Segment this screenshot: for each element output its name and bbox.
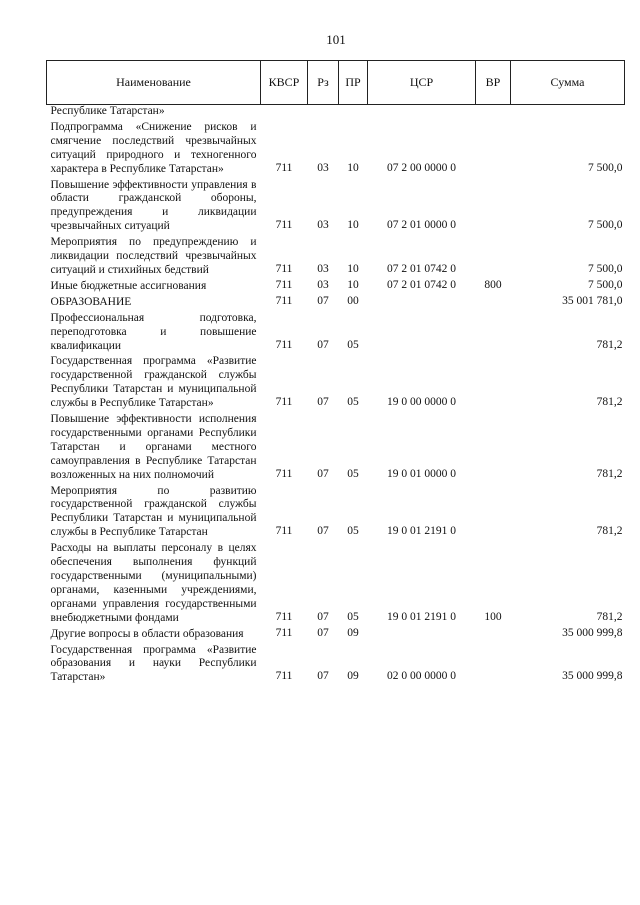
row-vr bbox=[476, 119, 511, 177]
column-header-name: Наименование bbox=[47, 61, 261, 105]
row-vr bbox=[476, 177, 511, 235]
row-vr bbox=[476, 105, 511, 119]
row-name: Другие вопросы в области образования bbox=[50, 627, 244, 640]
row-name: ОБРАЗОВАНИЕ bbox=[50, 295, 132, 308]
row-rz: 07 bbox=[317, 626, 329, 639]
row-rz: 07 bbox=[317, 525, 329, 538]
row-csr bbox=[368, 294, 476, 310]
row-csr: 19 0 00 0000 0 bbox=[387, 396, 456, 409]
table-row bbox=[47, 626, 625, 642]
table-row bbox=[47, 294, 625, 310]
row-kvsr: 711 bbox=[275, 294, 293, 307]
row-kvsr: 711 bbox=[275, 467, 293, 480]
row-rz: 07 bbox=[317, 467, 329, 480]
row-vr bbox=[476, 310, 511, 354]
row-rz: 07 bbox=[317, 396, 329, 409]
row-rz bbox=[308, 105, 339, 119]
row-kvsr: 711 bbox=[275, 670, 293, 683]
row-kvsr bbox=[261, 105, 308, 119]
row-sum: 35 000 999,8 bbox=[562, 670, 623, 683]
row-name: Государственная программа «Развитие государственной гражданской службы Республики Татарстан и муниципальной службы в Республике Татарстан» bbox=[50, 355, 257, 410]
row-csr: 19 0 01 2191 0 bbox=[387, 525, 456, 538]
budget-table bbox=[46, 60, 625, 685]
table-row bbox=[47, 119, 625, 177]
table-header bbox=[47, 61, 625, 105]
column-header-pr: ПР bbox=[339, 61, 368, 105]
column-header-sum: Сумма bbox=[511, 61, 625, 105]
row-rz: 03 bbox=[317, 262, 329, 275]
row-kvsr: 711 bbox=[275, 626, 293, 639]
row-pr: 05 bbox=[347, 467, 359, 480]
row-vr bbox=[476, 234, 511, 278]
row-name: Иные бюджетные ассигнования bbox=[50, 279, 207, 292]
row-rz: 03 bbox=[317, 278, 329, 291]
row-kvsr: 711 bbox=[275, 610, 293, 623]
row-pr: 10 bbox=[347, 278, 359, 291]
row-csr: 07 2 01 0000 0 bbox=[387, 219, 456, 232]
row-pr: 10 bbox=[347, 219, 359, 232]
row-pr: 05 bbox=[347, 338, 359, 351]
row-sum: 35 001 781,0 bbox=[562, 294, 623, 307]
row-vr bbox=[476, 483, 511, 541]
row-rz: 07 bbox=[317, 338, 329, 351]
row-name: Мероприятия по развитию государственной гражданской службы Республики Татарстан и муниципальной службы в Республике Татарстан bbox=[50, 484, 257, 539]
row-vr bbox=[476, 294, 511, 310]
table-row bbox=[47, 105, 625, 119]
row-sum: 781,2 bbox=[596, 610, 623, 623]
row-kvsr: 711 bbox=[275, 161, 293, 174]
row-sum: 7 500,0 bbox=[588, 161, 623, 174]
row-sum: 781,2 bbox=[596, 338, 623, 351]
row-rz: 07 bbox=[317, 610, 329, 623]
row-kvsr: 711 bbox=[275, 525, 293, 538]
row-vr bbox=[476, 411, 511, 483]
table-row bbox=[47, 278, 625, 294]
row-pr: 09 bbox=[347, 670, 359, 683]
row-rz: 03 bbox=[317, 161, 329, 174]
row-vr bbox=[476, 353, 511, 411]
row-name: Подпрограмма «Снижение рисков и смягчение последствий чрезвычайных ситуаций природного и техногенного характера в Республике Татарстан» bbox=[50, 120, 257, 175]
row-kvsr: 711 bbox=[275, 262, 293, 275]
table-row bbox=[47, 540, 625, 625]
row-name: Государственная программа «Развитие образования и науки Республики Татарстан» bbox=[50, 643, 257, 684]
row-name: Мероприятия по предупреждению и ликвидации последствий чрезвычайных ситуаций и стихийных бедствий bbox=[50, 236, 257, 276]
row-csr: 02 0 00 0000 0 bbox=[387, 670, 456, 683]
row-vr bbox=[476, 642, 511, 686]
row-csr: 07 2 01 0742 0 bbox=[387, 262, 456, 275]
row-sum: 7 500,0 bbox=[588, 219, 623, 232]
row-csr: 19 0 01 2191 0 bbox=[387, 610, 456, 623]
row-pr: 05 bbox=[347, 525, 359, 538]
page-number: 101 bbox=[326, 32, 346, 47]
row-sum: 781,2 bbox=[596, 396, 623, 409]
row-csr bbox=[368, 626, 476, 642]
row-vr: 800 bbox=[484, 278, 502, 291]
row-pr bbox=[339, 105, 368, 119]
row-name: Повышение эффективности управления в области гражданской обороны, предупреждения и ликвидации чрезвычайных ситуаций bbox=[50, 178, 257, 233]
table-row bbox=[47, 177, 625, 235]
row-name: Республике Татарстан» bbox=[50, 105, 165, 117]
row-name: Повышение эффективности исполнения государственными органами Республики Татарстан и органами местного самоуправления в Республике Татарстан возложенных на них полномочий bbox=[50, 413, 257, 481]
table-row bbox=[47, 310, 625, 354]
row-pr: 09 bbox=[347, 626, 359, 639]
row-sum bbox=[511, 105, 625, 119]
row-sum: 781,2 bbox=[596, 467, 623, 480]
row-rz: 03 bbox=[317, 219, 329, 232]
row-csr: 07 2 01 0742 0 bbox=[387, 278, 456, 291]
row-pr: 00 bbox=[347, 294, 359, 307]
row-vr: 100 bbox=[484, 610, 502, 623]
row-kvsr: 711 bbox=[275, 278, 293, 291]
table-row bbox=[47, 483, 625, 541]
row-vr bbox=[476, 626, 511, 642]
row-sum: 35 000 999,8 bbox=[562, 626, 623, 639]
row-kvsr: 711 bbox=[275, 219, 293, 232]
row-kvsr: 711 bbox=[275, 338, 293, 351]
column-header-csr: ЦСР bbox=[368, 61, 476, 105]
row-pr: 10 bbox=[347, 262, 359, 275]
row-name: Профессиональная подготовка, переподготовка и повышение квалификации bbox=[50, 311, 257, 352]
column-header-vr: ВР bbox=[476, 61, 511, 105]
table-row bbox=[47, 411, 625, 483]
row-pr: 05 bbox=[347, 610, 359, 623]
row-pr: 10 bbox=[347, 161, 359, 174]
row-sum: 7 500,0 bbox=[588, 262, 623, 275]
column-header-kvsr: КВСР bbox=[261, 61, 308, 105]
row-csr bbox=[368, 105, 476, 119]
table-row bbox=[47, 234, 625, 278]
row-pr: 05 bbox=[347, 396, 359, 409]
row-sum: 781,2 bbox=[596, 525, 623, 538]
row-sum: 7 500,0 bbox=[588, 278, 623, 291]
row-rz: 07 bbox=[317, 294, 329, 307]
table-row bbox=[47, 642, 625, 686]
row-kvsr: 711 bbox=[275, 396, 293, 409]
row-csr: 19 0 01 0000 0 bbox=[387, 467, 456, 480]
row-name: Расходы на выплаты персоналу в целях обеспечения выполнения функций государственными (муниципальными) органами, казенными учреждениями, органами управления государственными внебюджетными фондами bbox=[50, 542, 257, 624]
table-row bbox=[47, 353, 625, 411]
row-rz: 07 bbox=[317, 670, 329, 683]
column-header-rz: Рз bbox=[308, 61, 339, 105]
row-csr bbox=[368, 310, 476, 354]
row-csr: 07 2 00 0000 0 bbox=[387, 161, 456, 174]
